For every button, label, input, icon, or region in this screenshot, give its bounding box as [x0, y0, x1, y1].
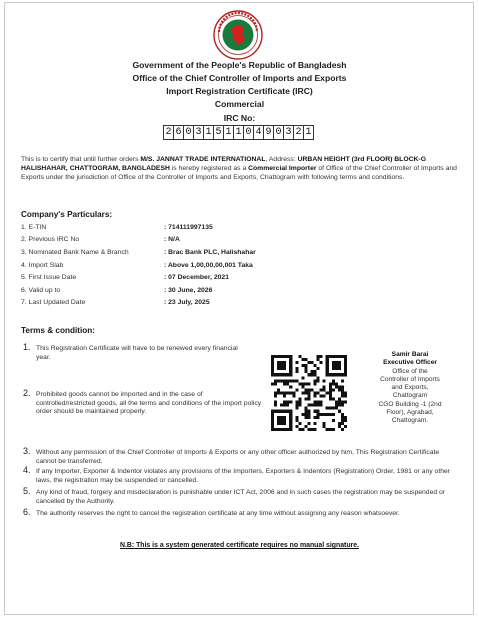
government-heading: Government of the People's Republic of Bangladesh	[132, 60, 347, 70]
particular-row-first-issue	[21, 274, 441, 284]
signatory-block	[362, 351, 458, 426]
particulars-heading: Company's Particulars:	[21, 210, 113, 219]
particular-label: 4. Import Slab	[21, 262, 64, 269]
term-number: 1.	[23, 342, 31, 352]
term-text: Without any permission of the Chief Controller of Imports & Exports or any other officer authorized by him, This Registration Certificate cannot be transferred.	[36, 449, 440, 465]
terms-heading: Terms & condition:	[21, 326, 95, 335]
company-address: URBAN HEIGHT (3rd FLOOR) BLOCK-G HALISHAHAR, CHATTOGRAM, BANGLADESH	[21, 156, 426, 172]
particular-row-valid-up-to	[21, 287, 441, 297]
registration-role: Commercial Importer	[248, 165, 317, 172]
term-item	[23, 507, 463, 530]
signatory-address: Floor), Agrabad,	[386, 409, 434, 417]
qr-code	[271, 355, 347, 431]
irc-digit: 9	[263, 125, 274, 140]
signatory-office: Office of the	[392, 367, 428, 375]
signatory-office: Chattogram	[392, 392, 428, 400]
company-name: M/S. JANNAT TRADE INTERNATIONAL	[140, 156, 266, 163]
term-number: 5.	[23, 486, 31, 496]
irc-digit: 6	[173, 125, 184, 140]
intro-text: This is to certify that until further orders	[21, 156, 141, 163]
particular-value: : N/A	[164, 236, 180, 243]
irc-digit: 0	[273, 125, 284, 140]
particular-row-last-updated	[21, 299, 441, 309]
signatory-office: Controller of Imports	[380, 375, 440, 383]
intro-text: of Office of the Chief Controller of Imports and Exports under the jurisdiction of Office of the Controller of Imports and Exports, Chattogram with following terms and conditions.	[21, 165, 457, 181]
term-text: This Registration Certificate will have to be renewed every financial year.	[36, 345, 238, 361]
term-number: 2.	[23, 388, 31, 398]
term-text: Any kind of fraud, forgery and misdeclaration is punishable under ICT Act, 2006 and in such cases the registration may be suspended or cancelled by the Authority.	[36, 489, 446, 505]
irc-digit: 0	[183, 125, 194, 140]
particular-value: : 07 December, 2021	[164, 274, 229, 281]
intro-text: is hereby registered as a	[169, 165, 249, 172]
irc-digit: 3	[193, 125, 204, 140]
certificate-category: Commercial	[214, 99, 265, 109]
particular-value: : Above 1,00,00,00,001 Taka	[164, 262, 253, 269]
term-item	[23, 446, 463, 469]
government-seal-icon	[213, 10, 263, 60]
irc-digit: 1	[303, 125, 314, 140]
term-text: Prohibited goods cannot be imported and in the case of controlled/restricted goods, all the terms and conditions of the import policy order should be maintained properly.	[36, 391, 262, 416]
certificate-title: Import Registration Certificate (IRC)	[166, 86, 313, 96]
particular-value: : Brac Bank PLC, Halishahar	[164, 249, 256, 256]
particular-row-etin	[21, 224, 441, 234]
irc-digit: 2	[163, 125, 174, 140]
signatory-office: and Exports,	[391, 384, 429, 392]
irc-digit: 1	[203, 125, 214, 140]
irc-digit: 0	[243, 125, 254, 140]
signatory-designation: Executive Officer	[383, 359, 437, 367]
intro-text: , Address:	[265, 156, 298, 163]
particular-row-import-slab	[21, 262, 441, 272]
particular-label: 3. Nominated Bank Name & Branch	[21, 249, 129, 256]
irc-digit: 1	[223, 125, 234, 140]
irc-digit: 5	[213, 125, 224, 140]
particular-label: 6. Valid up to	[21, 287, 61, 294]
particular-row-bank	[21, 249, 441, 259]
particular-label: 5. First Issue Date	[21, 274, 77, 281]
term-number: 4.	[23, 465, 31, 475]
signatory-address: Chattogram.	[391, 417, 429, 425]
term-item	[23, 486, 463, 509]
particular-value: : 30 June, 2026	[164, 287, 213, 294]
irc-digit: 4	[253, 125, 264, 140]
irc-digit: 1	[233, 125, 244, 140]
particular-label: 7. Last Updated Date	[21, 299, 86, 306]
particular-label: 2. Previous IRC No	[21, 236, 80, 243]
term-item	[23, 388, 263, 421]
term-number: 3.	[23, 446, 31, 456]
system-generated-note: N.B: This is a system generated certificate requires no manual signature.	[120, 542, 359, 549]
irc-digit: 2	[293, 125, 304, 140]
signatory-name: Samir Barai	[391, 351, 429, 358]
signatory-address: CGO Building -1 (2nd	[378, 400, 442, 408]
particular-value: : 714111997135	[164, 224, 213, 231]
irc-digit: 3	[283, 125, 294, 140]
term-item	[23, 342, 263, 365]
irc-label: IRC No:	[223, 113, 256, 123]
certification-statement	[21, 155, 459, 182]
office-heading: Office of the Chief Controller of Imports and Exports	[132, 73, 347, 83]
term-text: If any Importer, Exporter & Indentor violates any provisions of the Importers, Exporters & Indentors (Registration) Order, 1981 or any other laws, the registration may be suspended or cancelled.	[36, 468, 451, 484]
term-item	[23, 465, 463, 488]
particular-label: 1. E-TIN	[21, 224, 47, 231]
term-text: The authority reserves the right to cancel the registration certificate at any time without assigning any reason whatsoever.	[36, 510, 400, 517]
particular-row-previous-irc	[21, 236, 441, 246]
particular-value: : 23 July, 2025	[164, 299, 210, 306]
term-number: 6.	[23, 507, 31, 517]
irc-number-boxes	[164, 125, 314, 139]
